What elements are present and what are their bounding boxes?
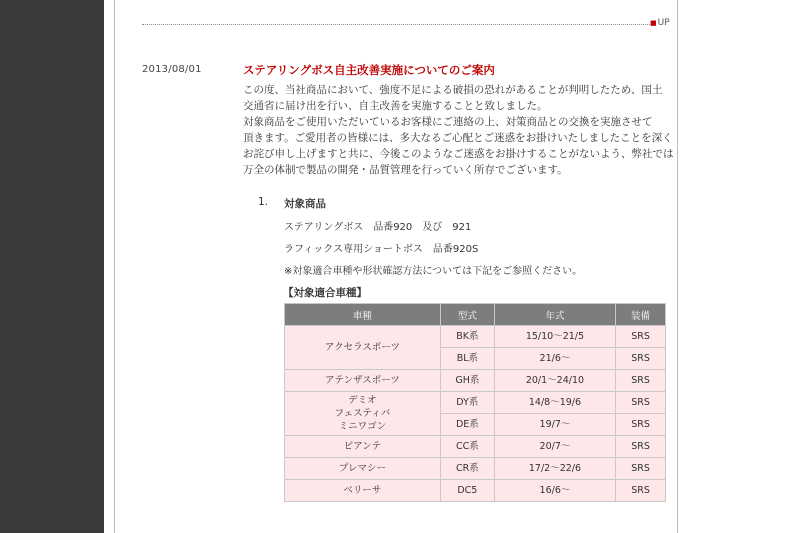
body-line: 対象商品をご使用いただいているお客様にご連絡の上、対策商品との交換を実施させて — [243, 116, 653, 128]
model-name-group — [285, 392, 441, 436]
model-year: 16/6〜 — [494, 480, 615, 502]
section-heading: 対象商品 — [284, 198, 326, 210]
model-year: 20/7〜 — [494, 436, 615, 458]
body-line: 交通省に届け出を行い、自主改善を実施することと致しました。 — [243, 100, 548, 112]
model-name: デミオ — [348, 395, 377, 406]
model-type: DC5 — [440, 480, 494, 502]
body-line: 頂きます。ご愛用者の皆様には、多大なるご心配とご迷惑をお掛けいたしましたことを深く — [243, 132, 673, 144]
model-equipment: SRS — [616, 458, 666, 480]
model-year: 21/6〜 — [494, 348, 615, 370]
product-line-short-boss: ラフィックス専用ショートボス 品番920S — [284, 244, 479, 255]
table-row — [285, 326, 666, 348]
table-row — [285, 392, 666, 414]
table-row — [285, 436, 666, 458]
model-equipment: SRS — [616, 436, 666, 458]
section-divider — [142, 24, 650, 25]
model-type: BL系 — [440, 348, 494, 370]
news-body — [243, 82, 673, 178]
header-type: 型式 — [440, 304, 494, 326]
header-equipment: 装備 — [616, 304, 666, 326]
table-header-row — [285, 304, 666, 326]
table-title: 【対象適合車種】 — [283, 287, 367, 299]
news-date: 2013/08/01 — [142, 64, 202, 75]
model-type: DE系 — [440, 414, 494, 436]
square-bullet-icon: ■ — [650, 19, 657, 27]
model-year: 19/7〜 — [494, 414, 615, 436]
table-row — [285, 480, 666, 502]
product-line-boss: ステアリングボス 品番920 及び 921 — [284, 222, 472, 233]
model-name: アクセラスポーツ — [285, 326, 441, 370]
table-row — [285, 370, 666, 392]
body-line: この度、当社商品において、強度不足による破損の恐れがあることが判明したため、国土 — [243, 84, 663, 96]
model-equipment: SRS — [616, 414, 666, 436]
model-name: アテンザスポーツ — [285, 370, 441, 392]
model-equipment: SRS — [616, 326, 666, 348]
model-year: 14/8〜19/6 — [494, 392, 615, 414]
model-name: ベリーサ — [285, 480, 441, 502]
model-year: 17/2〜22/6 — [494, 458, 615, 480]
model-name: ミニワゴン — [338, 421, 387, 432]
model-name: プレマシー — [285, 458, 441, 480]
model-equipment: SRS — [616, 392, 666, 414]
model-type: CC系 — [440, 436, 494, 458]
model-name: ビアンテ — [285, 436, 441, 458]
compatible-models-table — [284, 303, 666, 502]
model-year: 20/1〜24/10 — [494, 370, 615, 392]
model-type: BK系 — [440, 326, 494, 348]
model-type: GH系 — [440, 370, 494, 392]
left-sidebar-background — [0, 0, 104, 533]
model-year: 15/10〜21/5 — [494, 326, 615, 348]
content-frame-right-border — [677, 0, 678, 533]
section-number: 1. — [258, 196, 269, 208]
model-equipment: SRS — [616, 370, 666, 392]
news-title: ステアリングボス自主改善実施についてのご案内 — [243, 63, 495, 77]
model-type: CR系 — [440, 458, 494, 480]
header-year: 年式 — [494, 304, 615, 326]
model-equipment: SRS — [616, 348, 666, 370]
sidebar-gap — [104, 0, 114, 533]
body-line: お詫び申し上げますと共に、今後このようなご迷惑をお掛けすることがないよう、弊社では — [243, 148, 674, 160]
model-equipment: SRS — [616, 480, 666, 502]
reference-note: ※対象適合車種や形状確認方法については下記をご参照ください。 — [284, 266, 583, 277]
back-to-top-link[interactable] — [650, 18, 670, 28]
content-frame-left-border — [114, 0, 115, 533]
model-name: フェスティバ — [334, 408, 391, 419]
header-model: 車種 — [285, 304, 441, 326]
up-label: UP — [657, 18, 670, 28]
model-type: DY系 — [440, 392, 494, 414]
body-line: 万全の体制で製品の開発・品質管理を行っていく所存でございます。 — [243, 164, 568, 176]
table-row — [285, 458, 666, 480]
